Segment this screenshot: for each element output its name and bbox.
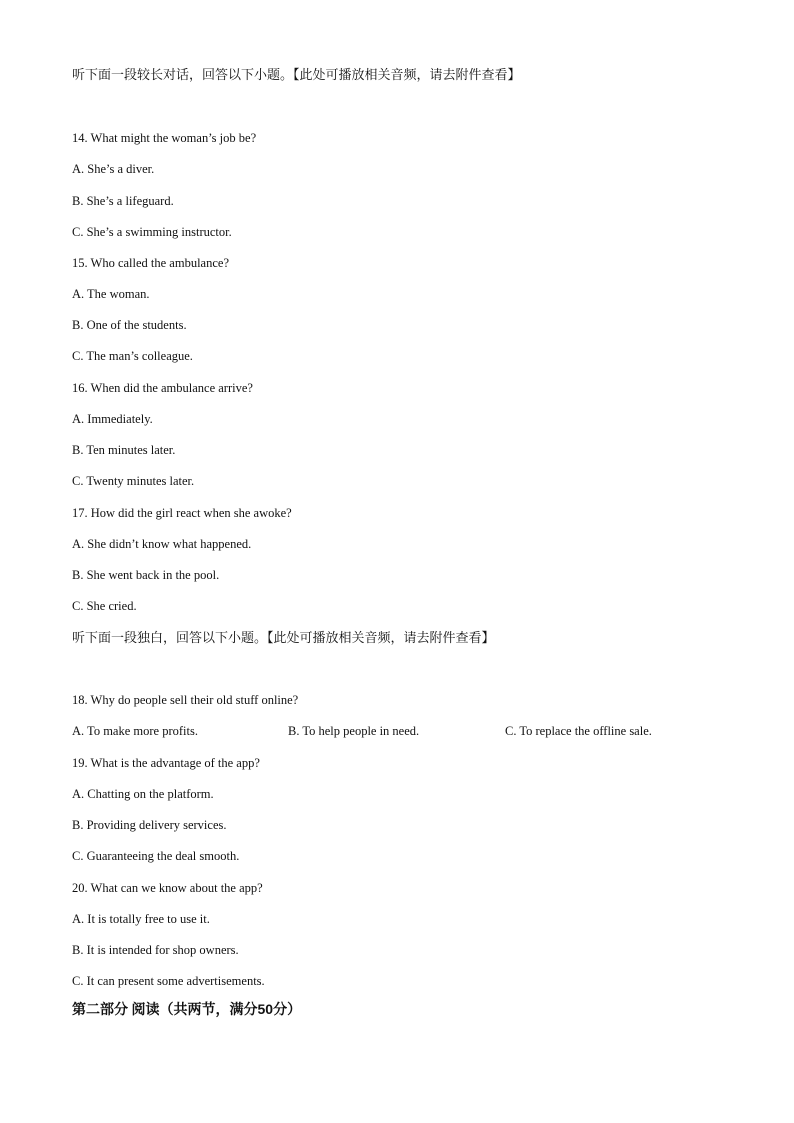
section-title (72, 1001, 301, 1019)
section-title-suffix: 分） (273, 1003, 302, 1018)
option-19-a: A. Chatting on the platform. (72, 787, 214, 801)
question-19: 19. What is the advantage of the app? (72, 756, 260, 770)
option-14-a: A. She’s a diver. (72, 162, 155, 176)
section-title-prefix: 第二部分 阅读（共两节，满分 (72, 1003, 258, 1018)
option-15-b: B. One of the students. (72, 318, 187, 332)
question-14: 14. What might the woman’s job be? (72, 131, 257, 145)
option-19-c: C. Guaranteeing the deal smooth. (72, 849, 240, 863)
option-18-a: A. To make more profits. (72, 724, 198, 738)
option-20-c: C. It can present some advertisements. (72, 974, 265, 988)
question-18-options (72, 724, 722, 740)
option-17-a: A. She didn’t know what happened. (72, 537, 252, 551)
option-16-b: B. Ten minutes later. (72, 443, 176, 457)
question-15: 15. Who called the ambulance? (72, 256, 229, 270)
section-title-score: 50 (257, 1001, 274, 1017)
option-20-a: A. It is totally free to use it. (72, 912, 210, 926)
option-18-b: B. To help people in need. (288, 724, 420, 738)
option-17-b: B. She went back in the pool. (72, 568, 220, 582)
question-20: 20. What can we know about the app? (72, 881, 263, 895)
listening-intro-1: 听下面一段较长对话，回答以下小题。【此处可播放相关音频，请去附件查看】 (72, 67, 521, 82)
question-18: 18. Why do people sell their old stuff online? (72, 693, 299, 707)
option-15-c: C. The man’s colleague. (72, 349, 193, 363)
option-18-c: C. To replace the offline sale. (505, 724, 652, 738)
question-16: 16. When did the ambulance arrive? (72, 381, 253, 395)
option-15-a: A. The woman. (72, 287, 150, 301)
option-19-b: B. Providing delivery services. (72, 818, 227, 832)
option-20-b: B. It is intended for shop owners. (72, 943, 239, 957)
option-16-c: C. Twenty minutes later. (72, 474, 195, 488)
option-14-b: B. She’s a lifeguard. (72, 194, 174, 208)
option-14-c: C. She’s a swimming instructor. (72, 225, 232, 239)
option-17-c: C. She cried. (72, 599, 137, 613)
question-17: 17. How did the girl react when she awoke? (72, 506, 292, 520)
option-16-a: A. Immediately. (72, 412, 153, 426)
listening-intro-2: 听下面一段独白，回答以下小题。【此处可播放相关音频，请去附件查看】 (72, 630, 495, 645)
